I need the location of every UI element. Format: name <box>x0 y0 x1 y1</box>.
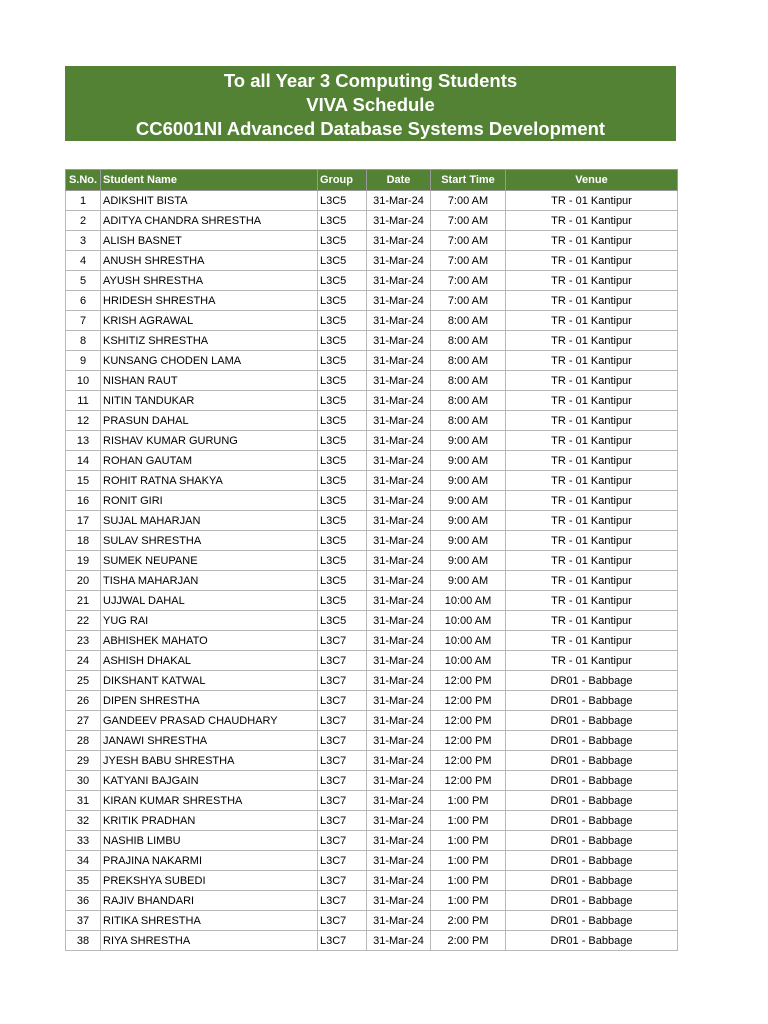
column-header-start-time: Start Time <box>431 170 506 191</box>
start-time-cell: 1:00 PM <box>431 831 506 851</box>
group-cell: L3C7 <box>318 731 367 751</box>
venue-cell: TR - 01 Kantipur <box>506 491 678 511</box>
sno-cell: 14 <box>66 451 101 471</box>
start-time-cell: 7:00 AM <box>431 271 506 291</box>
table-header-row <box>66 170 678 191</box>
date-cell: 31-Mar-24 <box>367 491 431 511</box>
student-name-cell: RONIT GIRI <box>101 491 318 511</box>
venue-cell: TR - 01 Kantipur <box>506 611 678 631</box>
table-row <box>66 611 678 631</box>
student-name-cell: SUMEK NEUPANE <box>101 551 318 571</box>
student-name-cell: SUJAL MAHARJAN <box>101 511 318 531</box>
start-time-cell: 1:00 PM <box>431 891 506 911</box>
student-name-cell: NISHAN RAUT <box>101 371 318 391</box>
sno-cell: 22 <box>66 611 101 631</box>
sno-cell: 28 <box>66 731 101 751</box>
table-row <box>66 491 678 511</box>
group-cell: L3C7 <box>318 651 367 671</box>
date-cell: 31-Mar-24 <box>367 431 431 451</box>
student-name-cell: PRAJINA NAKARMI <box>101 851 318 871</box>
sno-cell: 36 <box>66 891 101 911</box>
student-name-cell: KATYANI BAJGAIN <box>101 771 318 791</box>
date-cell: 31-Mar-24 <box>367 291 431 311</box>
student-name-cell: KRISH AGRAWAL <box>101 311 318 331</box>
table-row <box>66 911 678 931</box>
sno-cell: 12 <box>66 411 101 431</box>
group-cell: L3C7 <box>318 771 367 791</box>
venue-cell: TR - 01 Kantipur <box>506 471 678 491</box>
group-cell: L3C7 <box>318 871 367 891</box>
sno-cell: 4 <box>66 251 101 271</box>
sno-cell: 29 <box>66 751 101 771</box>
start-time-cell: 8:00 AM <box>431 371 506 391</box>
table-row <box>66 751 678 771</box>
sno-cell: 1 <box>66 191 101 211</box>
venue-cell: TR - 01 Kantipur <box>506 391 678 411</box>
group-cell: L3C5 <box>318 271 367 291</box>
date-cell: 31-Mar-24 <box>367 451 431 471</box>
group-cell: L3C7 <box>318 831 367 851</box>
column-header-group: Group <box>318 170 367 191</box>
table-row <box>66 331 678 351</box>
student-name-cell: HRIDESH SHRESTHA <box>101 291 318 311</box>
table-row <box>66 651 678 671</box>
start-time-cell: 1:00 PM <box>431 791 506 811</box>
start-time-cell: 9:00 AM <box>431 471 506 491</box>
student-name-cell: RAJIV BHANDARI <box>101 891 318 911</box>
start-time-cell: 9:00 AM <box>431 431 506 451</box>
table-row <box>66 831 678 851</box>
sno-cell: 27 <box>66 711 101 731</box>
table-row <box>66 511 678 531</box>
student-name-cell: KUNSANG CHODEN LAMA <box>101 351 318 371</box>
start-time-cell: 9:00 AM <box>431 531 506 551</box>
student-name-cell: YUG RAI <box>101 611 318 631</box>
student-name-cell: DIPEN SHRESTHA <box>101 691 318 711</box>
table-row <box>66 771 678 791</box>
sno-cell: 13 <box>66 431 101 451</box>
student-name-cell: ALISH BASNET <box>101 231 318 251</box>
table-row <box>66 531 678 551</box>
group-cell: L3C5 <box>318 411 367 431</box>
date-cell: 31-Mar-24 <box>367 391 431 411</box>
date-cell: 31-Mar-24 <box>367 651 431 671</box>
table-row <box>66 671 678 691</box>
sno-cell: 37 <box>66 911 101 931</box>
venue-cell: TR - 01 Kantipur <box>506 631 678 651</box>
group-cell: L3C5 <box>318 491 367 511</box>
date-cell: 31-Mar-24 <box>367 571 431 591</box>
student-name-cell: ASHISH DHAKAL <box>101 651 318 671</box>
table-row <box>66 351 678 371</box>
student-name-cell: DIKSHANT KATWAL <box>101 671 318 691</box>
group-cell: L3C5 <box>318 571 367 591</box>
start-time-cell: 12:00 PM <box>431 731 506 751</box>
venue-cell: DR01 - Babbage <box>506 751 678 771</box>
table-row <box>66 851 678 871</box>
start-time-cell: 10:00 AM <box>431 591 506 611</box>
group-cell: L3C5 <box>318 451 367 471</box>
venue-cell: TR - 01 Kantipur <box>506 411 678 431</box>
sno-cell: 7 <box>66 311 101 331</box>
table-row <box>66 791 678 811</box>
sno-cell: 6 <box>66 291 101 311</box>
group-cell: L3C5 <box>318 531 367 551</box>
table-row <box>66 391 678 411</box>
student-name-cell: ROHAN GAUTAM <box>101 451 318 471</box>
student-name-cell: RISHAV KUMAR GURUNG <box>101 431 318 451</box>
table-row <box>66 471 678 491</box>
start-time-cell: 9:00 AM <box>431 571 506 591</box>
sno-cell: 33 <box>66 831 101 851</box>
start-time-cell: 10:00 AM <box>431 651 506 671</box>
date-cell: 31-Mar-24 <box>367 251 431 271</box>
venue-cell: TR - 01 Kantipur <box>506 651 678 671</box>
venue-cell: TR - 01 Kantipur <box>506 271 678 291</box>
column-header-sno: S.No. <box>66 170 101 191</box>
student-name-cell: KSHITIZ SHRESTHA <box>101 331 318 351</box>
venue-cell: TR - 01 Kantipur <box>506 211 678 231</box>
start-time-cell: 12:00 PM <box>431 771 506 791</box>
sno-cell: 2 <box>66 211 101 231</box>
sno-cell: 31 <box>66 791 101 811</box>
group-cell: L3C7 <box>318 811 367 831</box>
date-cell: 31-Mar-24 <box>367 231 431 251</box>
group-cell: L3C5 <box>318 291 367 311</box>
start-time-cell: 12:00 PM <box>431 751 506 771</box>
date-cell: 31-Mar-24 <box>367 531 431 551</box>
sno-cell: 30 <box>66 771 101 791</box>
date-cell: 31-Mar-24 <box>367 931 431 951</box>
date-cell: 31-Mar-24 <box>367 271 431 291</box>
date-cell: 31-Mar-24 <box>367 751 431 771</box>
sno-cell: 19 <box>66 551 101 571</box>
sno-cell: 18 <box>66 531 101 551</box>
start-time-cell: 8:00 AM <box>431 391 506 411</box>
sno-cell: 35 <box>66 871 101 891</box>
group-cell: L3C5 <box>318 251 367 271</box>
venue-cell: DR01 - Babbage <box>506 731 678 751</box>
start-time-cell: 8:00 AM <box>431 351 506 371</box>
venue-cell: TR - 01 Kantipur <box>506 331 678 351</box>
table-row <box>66 691 678 711</box>
student-name-cell: PREKSHYA SUBEDI <box>101 871 318 891</box>
sno-cell: 32 <box>66 811 101 831</box>
date-cell: 31-Mar-24 <box>367 671 431 691</box>
start-time-cell: 12:00 PM <box>431 691 506 711</box>
column-header-date: Date <box>367 170 431 191</box>
venue-cell: DR01 - Babbage <box>506 851 678 871</box>
start-time-cell: 8:00 AM <box>431 311 506 331</box>
table-row <box>66 451 678 471</box>
date-cell: 31-Mar-24 <box>367 891 431 911</box>
start-time-cell: 7:00 AM <box>431 251 506 271</box>
table-row <box>66 431 678 451</box>
date-cell: 31-Mar-24 <box>367 811 431 831</box>
venue-cell: DR01 - Babbage <box>506 831 678 851</box>
student-name-cell: ADITYA CHANDRA SHRESTHA <box>101 211 318 231</box>
column-header-venue: Venue <box>506 170 678 191</box>
venue-cell: DR01 - Babbage <box>506 871 678 891</box>
table-row <box>66 871 678 891</box>
table-row <box>66 551 678 571</box>
venue-cell: DR01 - Babbage <box>506 891 678 911</box>
group-cell: L3C5 <box>318 471 367 491</box>
date-cell: 31-Mar-24 <box>367 791 431 811</box>
group-cell: L3C5 <box>318 551 367 571</box>
date-cell: 31-Mar-24 <box>367 911 431 931</box>
student-name-cell: ANUSH SHRESTHA <box>101 251 318 271</box>
venue-cell: DR01 - Babbage <box>506 671 678 691</box>
venue-cell: TR - 01 Kantipur <box>506 571 678 591</box>
venue-cell: DR01 - Babbage <box>506 811 678 831</box>
student-name-cell: ADIKSHIT BISTA <box>101 191 318 211</box>
start-time-cell: 1:00 PM <box>431 851 506 871</box>
group-cell: L3C5 <box>318 391 367 411</box>
group-cell: L3C7 <box>318 911 367 931</box>
date-cell: 31-Mar-24 <box>367 771 431 791</box>
student-name-cell: NITIN TANDUKAR <box>101 391 318 411</box>
student-name-cell: SULAV SHRESTHA <box>101 531 318 551</box>
group-cell: L3C7 <box>318 791 367 811</box>
sno-cell: 17 <box>66 511 101 531</box>
banner-title-line-3: CC6001NI Advanced Database Systems Development <box>135 118 606 139</box>
venue-cell: DR01 - Babbage <box>506 791 678 811</box>
table-row <box>66 251 678 271</box>
banner-title-line-1: To all Year 3 Computing Students <box>223 70 518 91</box>
banner-title-line-2: VIVA Schedule <box>306 94 435 115</box>
venue-cell: DR01 - Babbage <box>506 771 678 791</box>
sno-cell: 8 <box>66 331 101 351</box>
group-cell: L3C5 <box>318 591 367 611</box>
table-row <box>66 731 678 751</box>
start-time-cell: 9:00 AM <box>431 451 506 471</box>
student-name-cell: ABHISHEK MAHATO <box>101 631 318 651</box>
sno-cell: 21 <box>66 591 101 611</box>
venue-cell: DR01 - Babbage <box>506 931 678 951</box>
group-cell: L3C7 <box>318 711 367 731</box>
table-row <box>66 271 678 291</box>
start-time-cell: 9:00 AM <box>431 491 506 511</box>
start-time-cell: 1:00 PM <box>431 871 506 891</box>
student-name-cell: UJJWAL DAHAL <box>101 591 318 611</box>
table-row <box>66 811 678 831</box>
start-time-cell: 8:00 AM <box>431 411 506 431</box>
student-name-cell: NASHIB LIMBU <box>101 831 318 851</box>
sno-cell: 5 <box>66 271 101 291</box>
start-time-cell: 7:00 AM <box>431 291 506 311</box>
group-cell: L3C7 <box>318 931 367 951</box>
table-row <box>66 211 678 231</box>
date-cell: 31-Mar-24 <box>367 191 431 211</box>
group-cell: L3C7 <box>318 631 367 651</box>
schedule-banner <box>65 66 676 141</box>
date-cell: 31-Mar-24 <box>367 851 431 871</box>
sno-cell: 16 <box>66 491 101 511</box>
start-time-cell: 1:00 PM <box>431 811 506 831</box>
date-cell: 31-Mar-24 <box>367 591 431 611</box>
student-name-cell: RITIKA SHRESTHA <box>101 911 318 931</box>
sno-cell: 26 <box>66 691 101 711</box>
start-time-cell: 7:00 AM <box>431 211 506 231</box>
date-cell: 31-Mar-24 <box>367 691 431 711</box>
group-cell: L3C5 <box>318 611 367 631</box>
group-cell: L3C7 <box>318 751 367 771</box>
table-row <box>66 231 678 251</box>
group-cell: L3C5 <box>318 331 367 351</box>
sno-cell: 3 <box>66 231 101 251</box>
sno-cell: 20 <box>66 571 101 591</box>
start-time-cell: 7:00 AM <box>431 231 506 251</box>
date-cell: 31-Mar-24 <box>367 711 431 731</box>
venue-cell: TR - 01 Kantipur <box>506 371 678 391</box>
start-time-cell: 9:00 AM <box>431 551 506 571</box>
group-cell: L3C5 <box>318 211 367 231</box>
group-cell: L3C5 <box>318 431 367 451</box>
student-name-cell: JANAWI SHRESTHA <box>101 731 318 751</box>
date-cell: 31-Mar-24 <box>367 611 431 631</box>
venue-cell: DR01 - Babbage <box>506 911 678 931</box>
table-row <box>66 371 678 391</box>
student-name-cell: AYUSH SHRESTHA <box>101 271 318 291</box>
sno-cell: 25 <box>66 671 101 691</box>
sno-cell: 34 <box>66 851 101 871</box>
group-cell: L3C5 <box>318 231 367 251</box>
table-row <box>66 631 678 651</box>
student-name-cell: RIYA SHRESTHA <box>101 931 318 951</box>
date-cell: 31-Mar-24 <box>367 331 431 351</box>
group-cell: L3C7 <box>318 691 367 711</box>
group-cell: L3C5 <box>318 351 367 371</box>
student-name-cell: GANDEEV PRASAD CHAUDHARY <box>101 711 318 731</box>
venue-cell: DR01 - Babbage <box>506 711 678 731</box>
table-row <box>66 291 678 311</box>
table-body <box>66 191 678 951</box>
student-name-cell: ROHIT RATNA SHAKYA <box>101 471 318 491</box>
group-cell: L3C5 <box>318 371 367 391</box>
table-row <box>66 931 678 951</box>
group-cell: L3C5 <box>318 191 367 211</box>
start-time-cell: 10:00 AM <box>431 631 506 651</box>
start-time-cell: 12:00 PM <box>431 711 506 731</box>
sno-cell: 15 <box>66 471 101 491</box>
student-name-cell: KIRAN KUMAR SHRESTHA <box>101 791 318 811</box>
venue-cell: TR - 01 Kantipur <box>506 311 678 331</box>
student-name-cell: JYESH BABU SHRESTHA <box>101 751 318 771</box>
group-cell: L3C5 <box>318 311 367 331</box>
venue-cell: TR - 01 Kantipur <box>506 531 678 551</box>
table-row <box>66 411 678 431</box>
sno-cell: 24 <box>66 651 101 671</box>
start-time-cell: 9:00 AM <box>431 511 506 531</box>
column-header-student-name: Student Name <box>101 170 318 191</box>
student-name-cell: KRITIK PRADHAN <box>101 811 318 831</box>
sno-cell: 23 <box>66 631 101 651</box>
date-cell: 31-Mar-24 <box>367 411 431 431</box>
group-cell: L3C5 <box>318 511 367 531</box>
group-cell: L3C7 <box>318 891 367 911</box>
venue-cell: TR - 01 Kantipur <box>506 291 678 311</box>
venue-cell: TR - 01 Kantipur <box>506 551 678 571</box>
date-cell: 31-Mar-24 <box>367 871 431 891</box>
sno-cell: 9 <box>66 351 101 371</box>
venue-cell: TR - 01 Kantipur <box>506 591 678 611</box>
table-row <box>66 311 678 331</box>
student-name-cell: TISHA MAHARJAN <box>101 571 318 591</box>
venue-cell: TR - 01 Kantipur <box>506 511 678 531</box>
date-cell: 31-Mar-24 <box>367 471 431 491</box>
group-cell: L3C7 <box>318 851 367 871</box>
start-time-cell: 7:00 AM <box>431 191 506 211</box>
start-time-cell: 8:00 AM <box>431 331 506 351</box>
date-cell: 31-Mar-24 <box>367 551 431 571</box>
viva-schedule-table <box>65 169 678 951</box>
start-time-cell: 12:00 PM <box>431 671 506 691</box>
venue-cell: TR - 01 Kantipur <box>506 431 678 451</box>
date-cell: 31-Mar-24 <box>367 311 431 331</box>
venue-cell: TR - 01 Kantipur <box>506 251 678 271</box>
date-cell: 31-Mar-24 <box>367 371 431 391</box>
venue-cell: TR - 01 Kantipur <box>506 351 678 371</box>
start-time-cell: 2:00 PM <box>431 931 506 951</box>
date-cell: 31-Mar-24 <box>367 831 431 851</box>
date-cell: 31-Mar-24 <box>367 511 431 531</box>
table-row <box>66 711 678 731</box>
table-row <box>66 591 678 611</box>
venue-cell: TR - 01 Kantipur <box>506 191 678 211</box>
table-row <box>66 191 678 211</box>
sno-cell: 38 <box>66 931 101 951</box>
start-time-cell: 10:00 AM <box>431 611 506 631</box>
date-cell: 31-Mar-24 <box>367 731 431 751</box>
start-time-cell: 2:00 PM <box>431 911 506 931</box>
venue-cell: DR01 - Babbage <box>506 691 678 711</box>
table-row <box>66 891 678 911</box>
sno-cell: 11 <box>66 391 101 411</box>
date-cell: 31-Mar-24 <box>367 351 431 371</box>
date-cell: 31-Mar-24 <box>367 211 431 231</box>
date-cell: 31-Mar-24 <box>367 631 431 651</box>
venue-cell: TR - 01 Kantipur <box>506 231 678 251</box>
table-row <box>66 571 678 591</box>
group-cell: L3C7 <box>318 671 367 691</box>
student-name-cell: PRASUN DAHAL <box>101 411 318 431</box>
venue-cell: TR - 01 Kantipur <box>506 451 678 471</box>
sno-cell: 10 <box>66 371 101 391</box>
